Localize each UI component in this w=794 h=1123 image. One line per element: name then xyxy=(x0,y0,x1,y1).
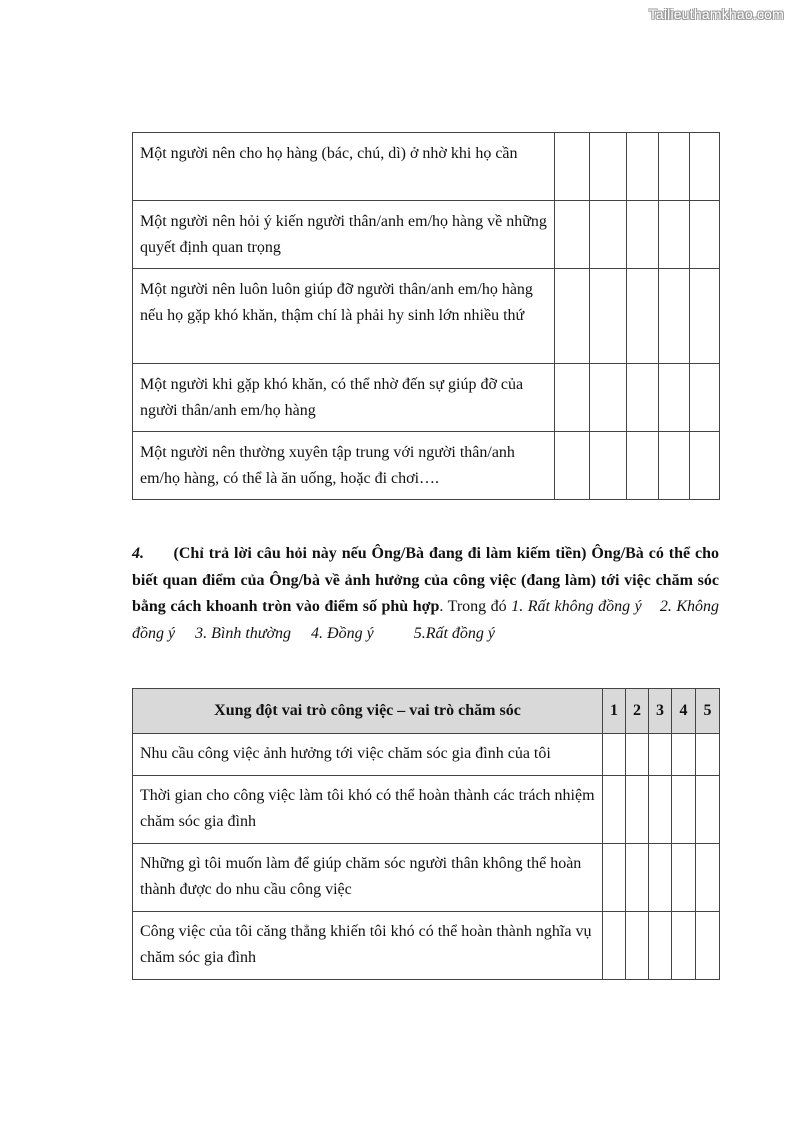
table-row xyxy=(133,734,720,776)
rating-cell[interactable] xyxy=(659,133,690,201)
statement-cell: Công việc của tôi căng thẳng khiến tôi khó có thể hoàn thành nghĩa vụ chăm sóc gia đình xyxy=(133,912,603,980)
rating-cell[interactable] xyxy=(603,844,626,912)
rating-cell[interactable] xyxy=(649,844,672,912)
rating-cell[interactable] xyxy=(659,432,690,500)
rating-cell[interactable] xyxy=(672,734,696,776)
rating-cell[interactable] xyxy=(649,734,672,776)
statement-cell: Một người nên thường xuyên tập trung với người thân/anh em/họ hàng, có thể là ăn uống, hoặc đi chơi…. xyxy=(133,432,555,500)
statement-cell: Một người khi gặp khó khăn, có thể nhờ đến sự giúp đỡ của người thân/anh em/họ hàng xyxy=(133,364,555,432)
scale-option: 2. Không đồng ý xyxy=(132,598,720,642)
rating-cell[interactable] xyxy=(696,844,720,912)
rating-cell[interactable] xyxy=(696,734,720,776)
statement-cell: Một người nên hỏi ý kiến người thân/anh em/họ hàng về những quyết định quan trọng xyxy=(133,201,555,269)
rating-cell[interactable] xyxy=(690,364,720,432)
rating-cell[interactable] xyxy=(627,201,659,269)
rating-cell[interactable] xyxy=(690,269,720,364)
table-row xyxy=(133,133,720,201)
rating-cell[interactable] xyxy=(649,776,672,844)
rating-cell[interactable] xyxy=(672,776,696,844)
rating-cell[interactable] xyxy=(590,364,627,432)
scale-header: 4 xyxy=(672,689,696,734)
table-header-row xyxy=(133,689,720,734)
rating-cell[interactable] xyxy=(590,133,627,201)
rating-cell[interactable] xyxy=(696,776,720,844)
statement-cell: Những gì tôi muốn làm để giúp chăm sóc người thân không thể hoàn thành được do nhu cầu công việc xyxy=(133,844,603,912)
table-row xyxy=(133,364,720,432)
rating-cell[interactable] xyxy=(690,133,720,201)
rating-cell[interactable] xyxy=(626,844,649,912)
rating-cell[interactable] xyxy=(659,269,690,364)
table-header-title: Xung đột vai trò công việc – vai trò chăm sóc xyxy=(133,689,603,734)
rating-cell[interactable] xyxy=(696,912,720,980)
rating-cell[interactable] xyxy=(626,734,649,776)
rating-cell[interactable] xyxy=(555,432,590,500)
scale-option: 4. Đồng ý xyxy=(311,624,374,642)
rating-cell[interactable] xyxy=(649,912,672,980)
scale-header: 3 xyxy=(649,689,672,734)
question-text: (Chỉ trả lời câu hỏi này nếu Ông/Bà đang đi làm kiếm tiền) Ông/Bà có thể cho biết quan điểm của Ông/bà về ảnh hưởng của công việc (đang làm) tới việc chăm sóc bằng cách khoanh tròn vào điểm số phù hợp xyxy=(132,545,720,615)
rating-cell[interactable] xyxy=(555,133,590,201)
table-row xyxy=(133,912,720,980)
rating-cell[interactable] xyxy=(672,844,696,912)
statement-cell: Một người nên luôn luôn giúp đỡ người thân/anh em/họ hàng nếu họ gặp khó khăn, thậm chí là phải hy sinh lớn nhiều thứ xyxy=(133,269,555,364)
scale-header: 1 xyxy=(603,689,626,734)
rating-cell[interactable] xyxy=(555,269,590,364)
scale-header: 5 xyxy=(696,689,720,734)
question-number: 4. xyxy=(132,545,144,562)
rating-cell[interactable] xyxy=(590,269,627,364)
table-row xyxy=(133,269,720,364)
table-row xyxy=(133,776,720,844)
rating-cell[interactable] xyxy=(627,432,659,500)
statement-cell: Một người nên cho họ hàng (bác, chú, dì) ở nhờ khi họ cần xyxy=(133,133,555,201)
table-row xyxy=(133,201,720,269)
rating-cell[interactable] xyxy=(555,364,590,432)
statement-cell: Nhu cầu công việc ảnh hưởng tới việc chăm sóc gia đình của tôi xyxy=(133,734,603,776)
rating-cell[interactable] xyxy=(590,432,627,500)
rating-cell[interactable] xyxy=(672,912,696,980)
rating-cell[interactable] xyxy=(626,776,649,844)
rating-cell[interactable] xyxy=(626,912,649,980)
scale-option: 1. Rất không đồng ý xyxy=(511,598,642,615)
table-row xyxy=(133,432,720,500)
values-table xyxy=(132,132,720,500)
rating-cell[interactable] xyxy=(659,364,690,432)
scale-header: 2 xyxy=(626,689,649,734)
work-care-conflict-table xyxy=(132,688,720,980)
rating-cell[interactable] xyxy=(603,912,626,980)
rating-cell[interactable] xyxy=(690,201,720,269)
rating-cell[interactable] xyxy=(690,432,720,500)
rating-cell[interactable] xyxy=(603,734,626,776)
scale-option: 3. Bình thường xyxy=(195,624,292,642)
rating-cell[interactable] xyxy=(555,201,590,269)
rating-cell[interactable] xyxy=(627,269,659,364)
rating-cell[interactable] xyxy=(627,364,659,432)
rating-cell[interactable] xyxy=(627,133,659,201)
scale-option: 5.Rất đồng ý xyxy=(413,624,496,642)
question-4 xyxy=(132,541,719,647)
watermark: Tailieuthamkhao.com xyxy=(648,6,784,22)
table-row xyxy=(133,844,720,912)
rating-cell[interactable] xyxy=(590,201,627,269)
question-connector: . Trong đó xyxy=(439,598,512,615)
rating-cell[interactable] xyxy=(659,201,690,269)
rating-cell[interactable] xyxy=(603,776,626,844)
statement-cell: Thời gian cho công việc làm tôi khó có thể hoàn thành các trách nhiệm chăm sóc gia đình xyxy=(133,776,603,844)
